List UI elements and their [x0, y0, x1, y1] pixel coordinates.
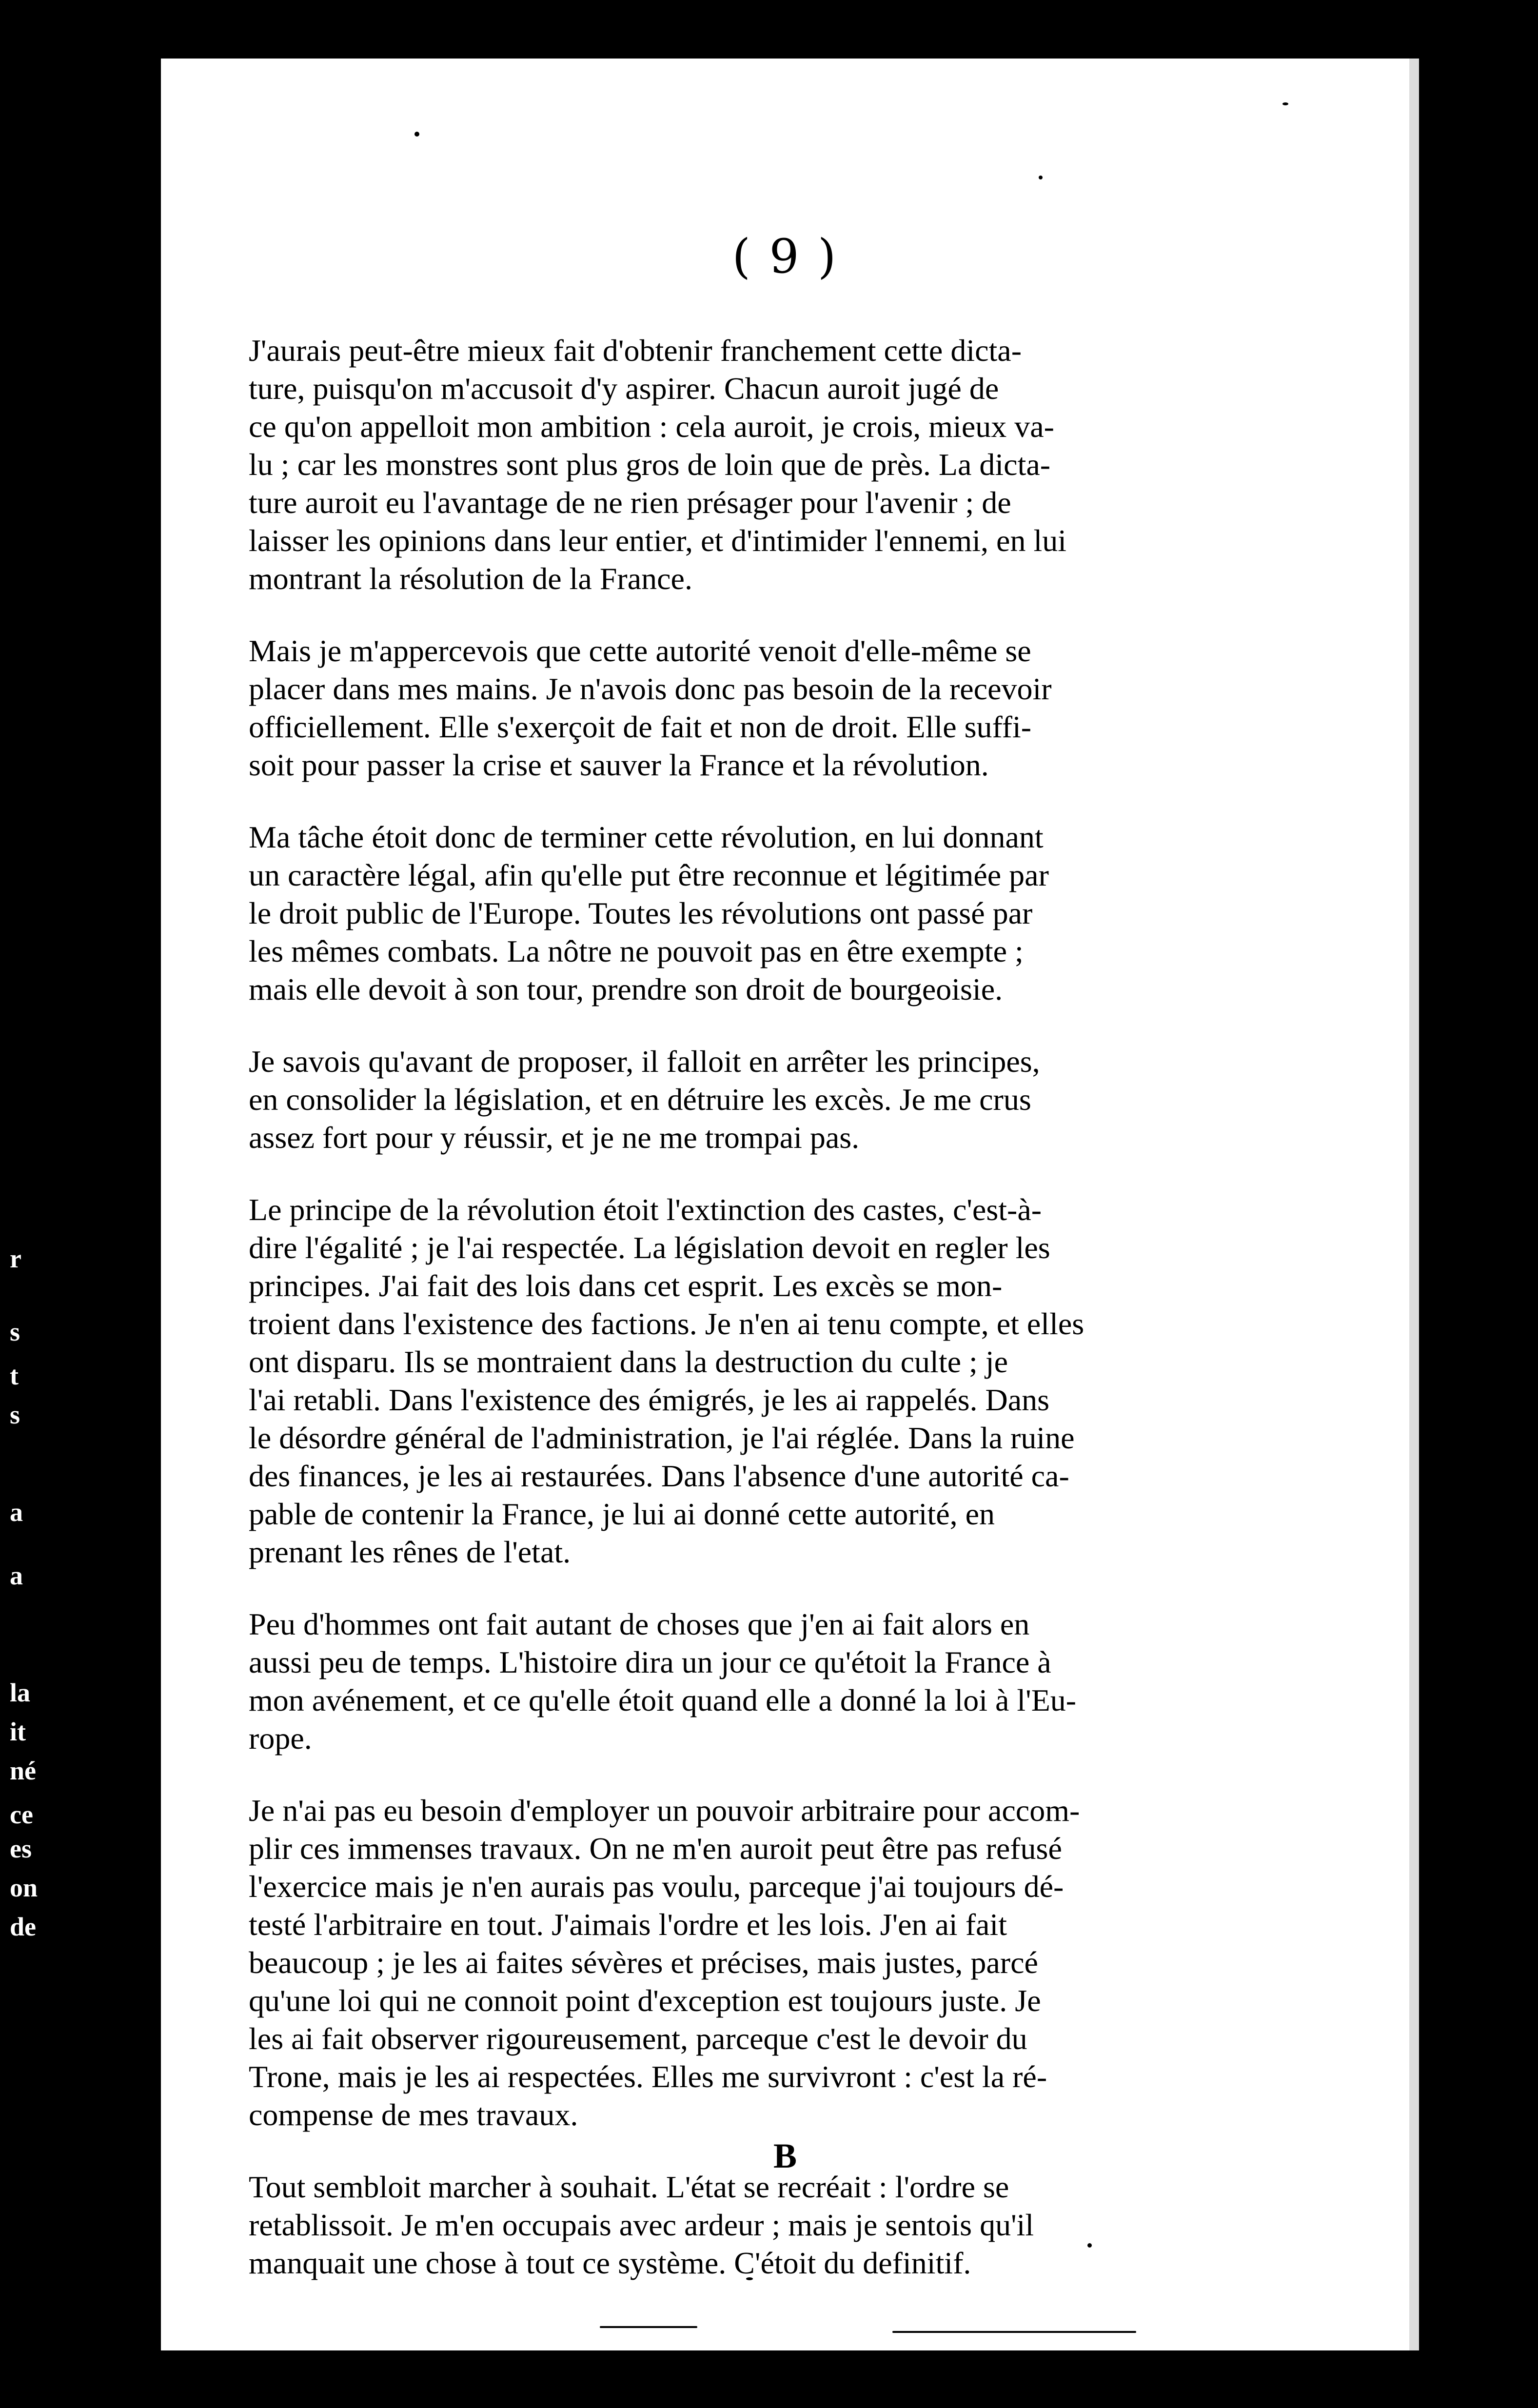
text-line: pable de contenir la France, je lui ai donné cette autorité, en: [249, 1497, 995, 1531]
text-line: placer dans mes mains. Je n'avois donc pas besoin de la recevoir: [249, 671, 1052, 706]
text-line: laisser les opinions dans leur entier, et d'intimider l'ennemi, en lui: [249, 523, 1066, 558]
paragraph: [249, 1792, 1273, 2134]
adjacent-page-fragments: [0, 0, 161, 2408]
margin-fragment: r: [10, 1244, 21, 1273]
text-line: plir ces immenses travaux. On ne m'en auroit peut être pas refusé: [249, 1831, 1062, 1866]
text-line: soit pour passer la crise et sauver la France et la révolution.: [249, 748, 989, 782]
text-line: un caractère légal, afin qu'elle put être reconnue et légitimée par: [249, 858, 1049, 892]
margin-fragment: la: [10, 1678, 31, 1707]
text-line: les ai fait observer rigoureusement, parceque c'est le devoir du: [249, 2021, 1027, 2056]
text-line: beaucoup ; je les ai faites sévères et précises, mais justes, parcé: [249, 1945, 1038, 1980]
paragraph: [249, 1191, 1273, 1571]
text-line: Mais je m'appercevois que cette autorité venoit d'elle-même se: [249, 633, 1031, 668]
text-line: le désordre général de l'administration, je l'ai réglée. Dans la ruine: [249, 1421, 1075, 1455]
text-line: troient dans l'existence des factions. Je n'en ai tenu compte, et elles: [249, 1306, 1084, 1341]
text-line: lu ; car les monstres sont plus gros de loin que de près. La dicta-: [249, 447, 1051, 482]
text-line: Le principe de la révolution étoit l'extinction des castes, c'est-à-: [249, 1192, 1042, 1227]
margin-fragment: né: [10, 1756, 36, 1785]
text-line: en consolider la législation, et en détruire les excès. Je me crus: [249, 1082, 1031, 1117]
text-line: Je n'ai pas eu besoin d'employer un pouvoir arbitraire pour accom-: [249, 1793, 1080, 1828]
margin-fragment: es: [10, 1834, 32, 1863]
text-line: principes. J'ai fait des lois dans cet esprit. Les excès se mon-: [249, 1268, 1003, 1303]
page-folio: ( 9 ): [732, 229, 838, 284]
margin-fragment: de: [10, 1912, 36, 1941]
text-line: ture auroit eu l'avantage de ne rien présager pour l'avenir ; de: [249, 485, 1011, 520]
margin-fragment: ce: [10, 1800, 33, 1829]
paragraph: [249, 632, 1273, 784]
margin-fragment: a: [10, 1498, 23, 1527]
text-line: montrant la résolution de la France.: [249, 561, 692, 596]
text-line: manquait une chose à tout ce système. C'étoit du definitif.: [249, 2246, 971, 2280]
text-line: ture, puisqu'on m'accusoit d'y aspirer. Chacun auroit jugé de: [249, 371, 999, 406]
text-line: Je savois qu'avant de proposer, il falloit en arrêter les principes,: [249, 1044, 1040, 1079]
book-page: [161, 59, 1419, 2350]
paragraph: [249, 1605, 1273, 1757]
text-line: testé l'arbitraire en tout. J'aimais l'ordre et les lois. J'en ai fait: [249, 1907, 1007, 1942]
paragraph: [249, 332, 1273, 598]
text-line: rope.: [249, 1721, 312, 1756]
text-line: le droit public de l'Europe. Toutes les révolutions ont passé par: [249, 896, 1033, 930]
text-line: des finances, je les ai restaurées. Dans l'absence d'une autorité ca-: [249, 1459, 1069, 1493]
text-line: l'ai retabli. Dans l'existence des émigrés, je les ai rappelés. Dans: [249, 1382, 1050, 1417]
body-text: [249, 332, 1273, 2316]
margin-fragment: a: [10, 1561, 23, 1590]
text-line: aussi peu de temps. L'histoire dira un jour ce qu'étoit la France à: [249, 1645, 1051, 1679]
text-line: Tout sembloit marcher à souhait. L'état se recréait : l'ordre se: [249, 2170, 1009, 2204]
text-line: officiellement. Elle s'exerçoit de fait et non de droit. Elle suffi-: [249, 710, 1032, 744]
text-line: qu'une loi qui ne connoit point d'exception est toujours juste. Je: [249, 1983, 1041, 2018]
text-line: mais elle devoit à son tour, prendre son droit de bourgeoisie.: [249, 972, 1003, 1007]
margin-fragment: t: [10, 1361, 19, 1390]
text-line: Peu d'hommes ont fait autant de choses que j'en ai fait alors en: [249, 1607, 1030, 1641]
paragraph: [249, 818, 1273, 1008]
text-line: les mêmes combats. La nôtre ne pouvoit pas en être exempte ;: [249, 934, 1024, 968]
text-line: J'aurais peut-être mieux fait d'obtenir franchement cette dicta-: [249, 333, 1022, 368]
text-line: prenant les rênes de l'etat.: [249, 1535, 571, 1569]
margin-fragment: it: [10, 1717, 26, 1746]
text-line: l'exercice mais je n'en aurais pas voulu, parceque j'ai toujours dé-: [249, 1869, 1064, 1904]
signature-mark: B: [773, 2136, 797, 2175]
paragraph: [249, 2168, 1273, 2282]
text-line: retablissoit. Je m'en occupais avec ardeur ; mais je sentois qu'il: [249, 2208, 1034, 2242]
text-line: ce qu'on appelloit mon ambition : cela auroit, je crois, mieux va-: [249, 409, 1054, 444]
text-line: assez fort pour y réussir, et je ne me trompai pas.: [249, 1120, 860, 1155]
text-line: mon avénement, et ce qu'elle étoit quand elle a donné la loi à l'Eu-: [249, 1683, 1077, 1717]
text-line: compense de mes travaux.: [249, 2097, 578, 2132]
margin-fragment: s: [10, 1317, 20, 1346]
text-line: Ma tâche étoit donc de terminer cette révolution, en lui donnant: [249, 820, 1044, 854]
text-line: dire l'égalité ; je l'ai respectée. La législation devoit en regler les: [249, 1230, 1050, 1265]
margin-fragment: on: [10, 1873, 38, 1902]
text-line: ont disparu. Ils se montraient dans la destruction du culte ; je: [249, 1344, 1008, 1379]
margin-fragment: s: [10, 1400, 20, 1429]
text-line: Trone, mais je les ai respectées. Elles me survivront : c'est la ré-: [249, 2059, 1047, 2094]
paragraph: [249, 1043, 1273, 1157]
